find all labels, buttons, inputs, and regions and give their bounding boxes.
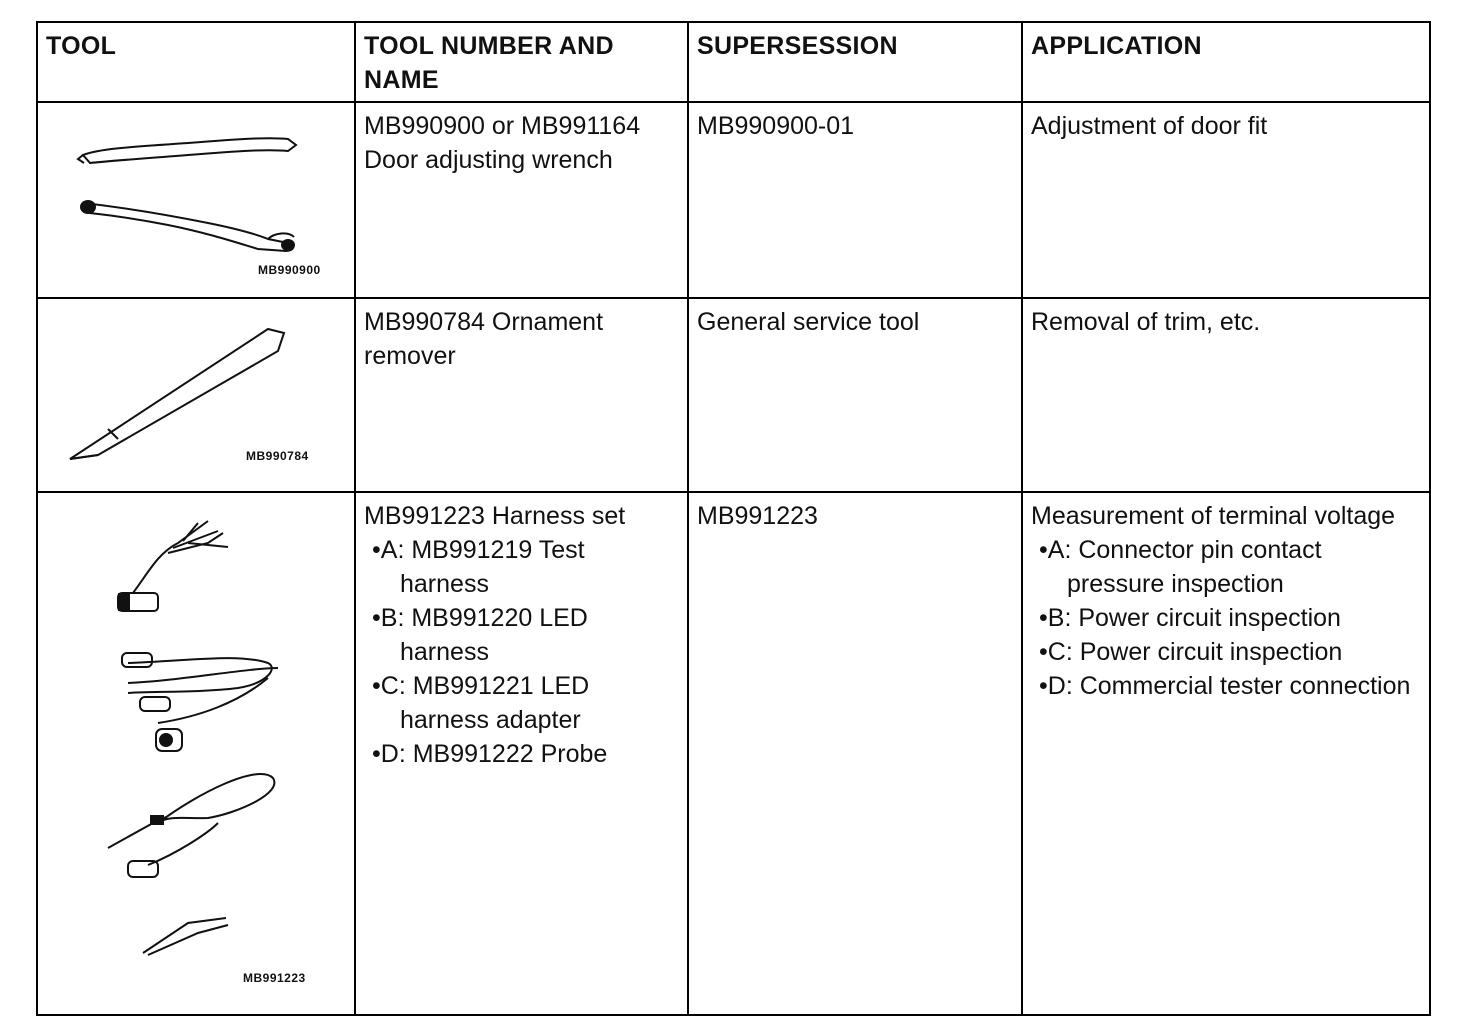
table-row	[37, 298, 1430, 492]
tool-image-cell	[37, 102, 355, 298]
application-cell	[1022, 492, 1430, 1015]
supersession: MB990900-01	[688, 102, 1022, 298]
tool-number-name: MB991223 Harness set	[364, 502, 626, 530]
special-tools-table	[36, 21, 1431, 1016]
header-tool-number-name: TOOL NUMBER AND NAME	[355, 22, 688, 102]
tool-number-name: MB990900 or MB991164 Door adjusting wrench	[355, 102, 688, 298]
header-row	[37, 22, 1430, 102]
list-item: • C: Power circuit inspection	[1031, 635, 1421, 669]
table-row	[37, 102, 1430, 298]
header-supersession: SUPERSESSION	[688, 22, 1022, 102]
tool-image-cell	[37, 492, 355, 1015]
application: Adjustment of door fit	[1022, 102, 1430, 298]
tool-label: MB990900	[258, 263, 321, 277]
harness-components-list	[364, 533, 679, 771]
list-item: • A: Connector pin contact pressure inspection	[1031, 533, 1421, 601]
application: Removal of trim, etc.	[1022, 298, 1430, 492]
tool-number-name: MB990784 Ornament remover	[355, 298, 688, 492]
tool-label: MB990784	[246, 449, 309, 463]
harness-set-icon	[38, 493, 356, 1018]
table-row	[37, 492, 1430, 1015]
tool-number-name-cell	[355, 492, 688, 1015]
list-item: • D: Commercial tester connection	[1031, 669, 1421, 703]
supersession: MB991223	[688, 492, 1022, 1015]
supersession: General service tool	[688, 298, 1022, 492]
tool-label: MB991223	[243, 971, 306, 985]
header-tool: TOOL	[37, 22, 355, 102]
ornament-remover-icon	[38, 299, 356, 493]
list-item: • C: MB991221 LED harness adapter	[364, 669, 679, 737]
application-list	[1031, 533, 1421, 703]
tool-image-cell	[37, 298, 355, 492]
application: Measurement of terminal voltage	[1031, 502, 1396, 530]
list-item: • B: Power circuit inspection	[1031, 601, 1421, 635]
list-item: • D: MB991222 Probe	[364, 737, 679, 771]
list-item: • A: MB991219 Test harness	[364, 533, 679, 601]
header-application: APPLICATION	[1022, 22, 1430, 102]
list-item: • B: MB991220 LED harness	[364, 601, 679, 669]
